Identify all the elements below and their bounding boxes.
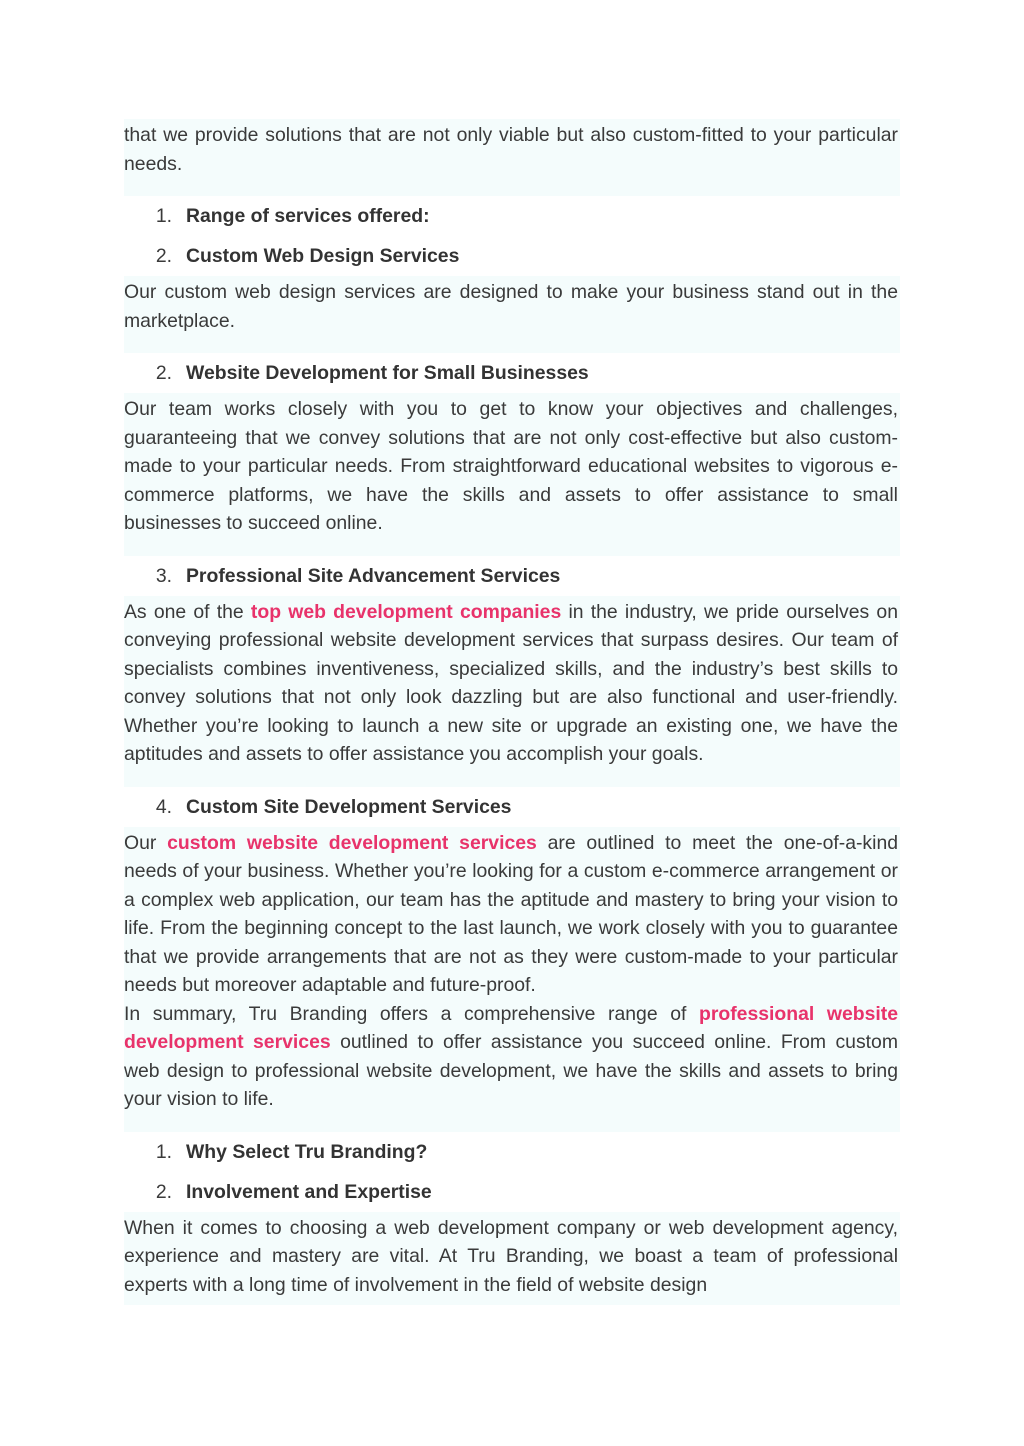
paragraph-summary	[124, 1000, 898, 1114]
list-heading: Involvement and Expertise	[186, 1180, 432, 1203]
list-item-custom-web-design	[124, 236, 900, 276]
list-heading: Custom Web Design Services	[186, 245, 460, 267]
document-page	[124, 119, 900, 1305]
paragraph-expertise: When it comes to choosing a web development company or web development agency, experience and mastery are vital. At Tru Branding, we boast a team of professional experts with a long time of involvement in the field of website design	[124, 1216, 898, 1296]
list-number: 2.	[155, 245, 172, 267]
list-item-custom-site	[124, 787, 900, 827]
paragraph-professional	[124, 598, 898, 769]
list-item-why-select	[124, 1132, 900, 1172]
list-heading: Professional Site Advancement Services	[186, 564, 561, 587]
list-item-involvement-expertise	[124, 1172, 900, 1212]
list-item-professional-site	[124, 556, 900, 596]
list-heading: Why Select Tru Branding?	[186, 1140, 428, 1163]
paragraph-text: As one of the	[124, 600, 251, 623]
paragraph-text: In summary, Tru Branding offers a comprehensive range of	[124, 1002, 699, 1025]
paragraph-block-custom-site	[124, 827, 900, 1132]
list-heading: Website Development for Small Businesses	[186, 362, 589, 384]
list-number: 1.	[155, 205, 172, 227]
custom-website-development-services-link[interactable]: custom website development services	[167, 831, 537, 854]
list-number: 1.	[155, 1140, 172, 1163]
paragraph-custom-web-design: Our custom web design services are designed to make your business stand out in the marketplace.	[124, 281, 898, 332]
paragraph-block-small-business	[124, 393, 900, 556]
paragraph-block-professional	[124, 596, 900, 787]
list-heading: Range of services offered:	[186, 205, 430, 227]
list-number: 4.	[155, 795, 172, 818]
paragraph-block-expertise	[124, 1212, 900, 1306]
paragraph-text: are outlined to meet the one-of-a-kind needs of your business. Whether you’re looking for a custom e-commerce arrangement or a complex web application, our team has the aptitude and mastery to bring your vision to life. From the beginning concept to the last launch, we work closely with you to guarantee that we provide arrangements that are not as they were custom-made to your particular needs but moreover adaptable and future-proof.	[124, 831, 899, 996]
professional-website-development-services-link[interactable]: professional website development services	[124, 1002, 898, 1053]
list-item-range-of-services	[124, 196, 900, 236]
list-item-small-business	[124, 353, 900, 393]
list-number: 2.	[155, 1180, 172, 1203]
paragraph-custom-site	[124, 829, 898, 1000]
paragraph-block-intro	[124, 119, 900, 196]
paragraph-block-custom-web	[124, 276, 900, 353]
top-web-development-companies-link[interactable]: top web development companies	[250, 600, 562, 623]
paragraph-text: Our	[124, 831, 168, 854]
paragraph-text: outlined to offer assistance you succeed online. From custom web design to professional website development, we have the skills and assets to bring your vision to life.	[124, 1031, 898, 1110]
list-number: 2.	[155, 362, 172, 384]
paragraph-text: in the industry, we pride ourselves on conveying professional website development services that surpass desires. Our team of specialists combines inventiveness, specialized skills, and the industry’s best skills to convey solutions that not only look dazzling but are also functional and user-friendly. Whether you’re looking to launch a new site or upgrade an existing one, we have the aptitudes and assets to offer assistance you accomplish your goals.	[124, 600, 898, 765]
list-heading: Custom Site Development Services	[186, 795, 512, 818]
paragraph-small-business: Our team works closely with you to get to know your objectives and challenges, guaranteeing that we convey solutions that are not only cost-effective but also custom-made to your particular needs. From straightforward educational websites to vigorous e-commerce platforms, we have the skills and assets to offer assistance to small businesses to succeed online.	[124, 398, 898, 534]
paragraph-intro-continued: that we provide solutions that are not only viable but also custom-fitted to your particular needs.	[124, 124, 898, 175]
list-number: 3.	[155, 564, 172, 587]
